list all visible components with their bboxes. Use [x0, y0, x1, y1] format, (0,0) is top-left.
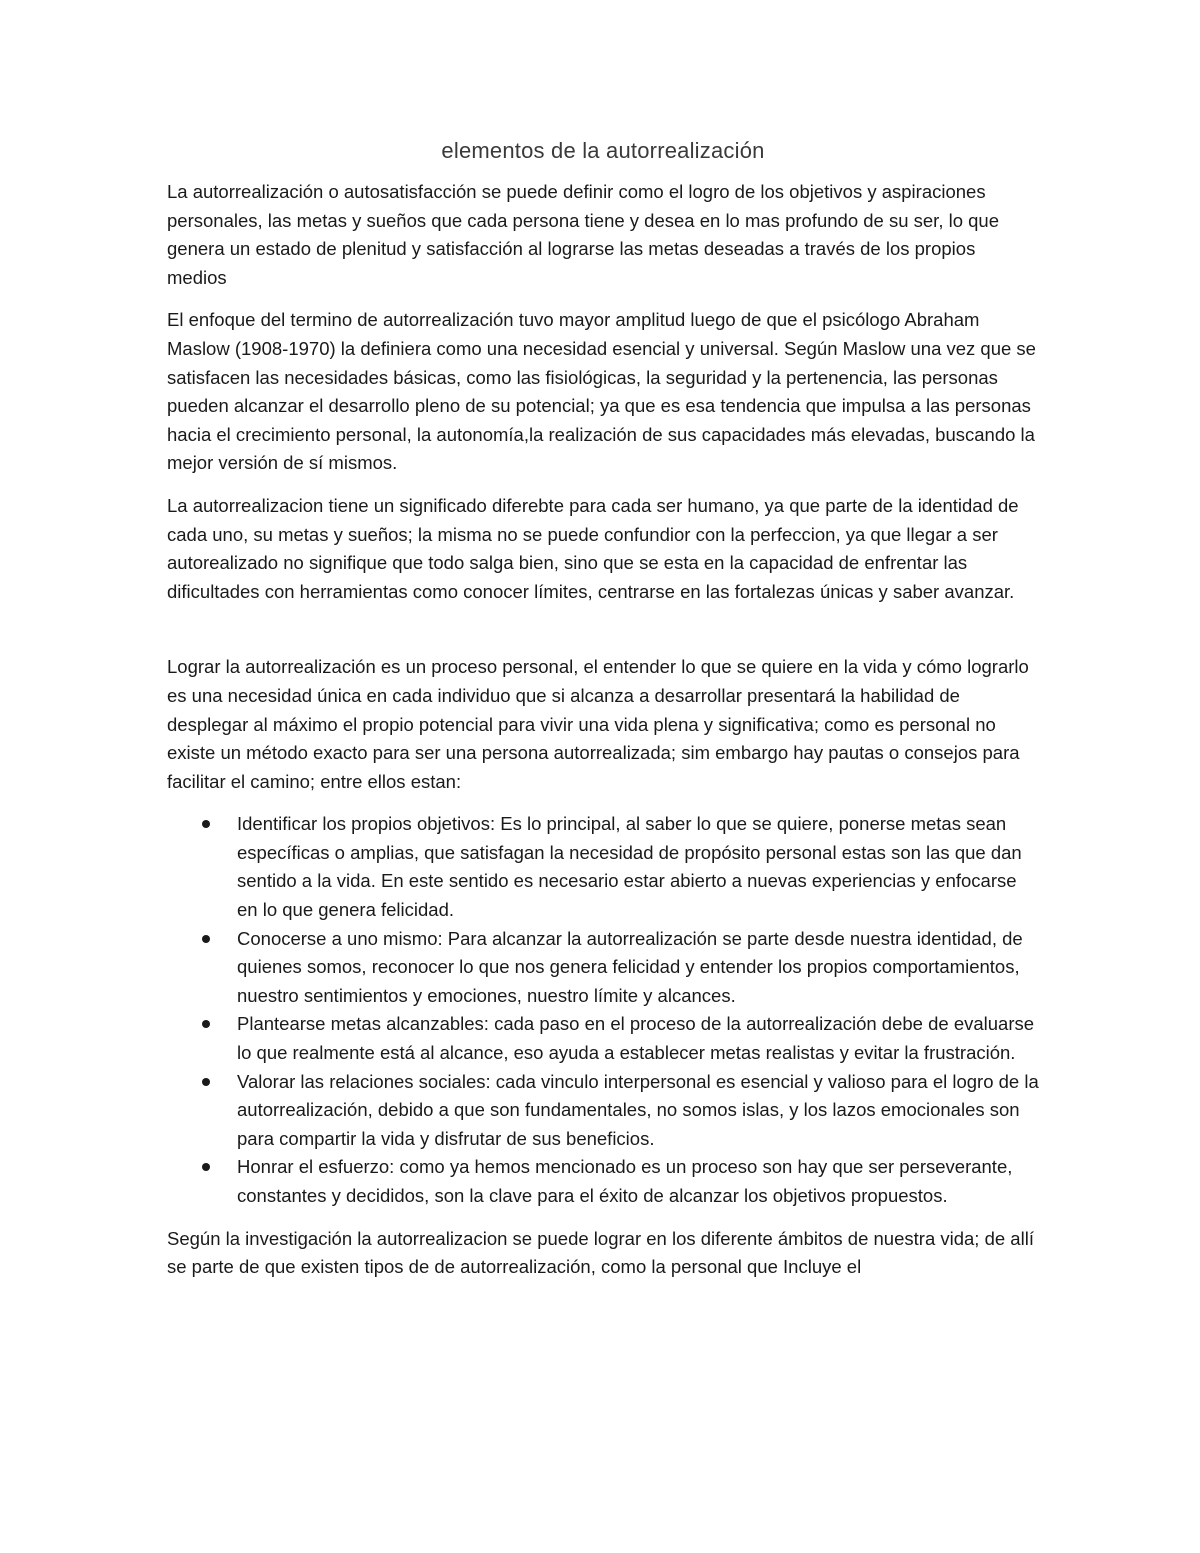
list-item — [167, 1153, 1039, 1210]
list-item-text: Plantearse metas alcanzables: cada paso en el proceso de la autorrealización debe de evaluarse lo que realmente está al alcance, eso ayuda a establecer metas realistas y evitar la frustración. — [237, 1013, 1035, 1064]
list-item-text: Conocerse a uno mismo: Para alcanzar la autorrealización se parte desde nuestra identidad, de quienes somos, reconocer lo que nos genera felicidad y entender los propios comportamientos, nuestro sentimientos y emociones, nuestro límite y alcances. — [237, 927, 1023, 1006]
bullet-icon — [202, 935, 210, 943]
bullet-icon — [202, 1020, 210, 1028]
document-body — [167, 134, 1039, 1296]
list-item — [167, 925, 1039, 1011]
paragraph-significado: La autorrealizacion tiene un significado diferebte para cada ser humano, ya que parte de la identidad de cada uno, su metas y sueños; la misma no se puede confundior con la perfeccion, ya que llegar a ser autorealizado no signifique que todo salga bien, sino que se esta en la capacidad de enfrentar las dificultades con herramientas como conocer límites, centrarse en las fortalezas únicas y saber avanzar. — [167, 494, 1019, 602]
list-item-text: Honrar el esfuerzo: como ya hemos mencionado es un proceso son hay que ser perseverante, constantes y decididos, son la clave para el éxito de alcanzar los objetivos propuestos. — [237, 1156, 1013, 1206]
list-item-text: Valorar las relaciones sociales: cada vinculo interpersonal es esencial y valioso para el logro de la autorrealización, debido a que son fundamentales, no somos islas, y los lazos emocionales son para compartir la vida y disfrutar de sus beneficios. — [237, 1070, 1039, 1149]
paragraph-maslow: El enfoque del termino de autorrealización tuvo mayor amplitud luego de que el psicólogo Abraham Maslow (1908-1970) la definiera como una necesidad esencial y universal. Según Maslow una vez que se satisfacen las necesidades básicas, como las fisiológicas, la seguridad y la pertenencia, las personas pueden alcanzar el desarrollo pleno de su potencial; ya que es esa tendencia que impulsa a las personas hacia el crecimiento personal, la autonomía,la realización de sus capacidades más elevadas, buscando la mejor versión de sí mismos. — [167, 309, 1036, 474]
blank-line — [167, 620, 1039, 653]
tips-list — [167, 810, 1039, 1210]
list-item — [167, 810, 1039, 924]
paragraph-lograr: Lograr la autorrealización es un proceso personal, el entender lo que se quiere en la vida y cómo lograrlo es una necesidad única en cada individuo que si alcanza a desarrollar presentará la habilidad de desplegar al máximo el propio potencial para vivir una vida plena y significativa; como es personal no existe un método exacto para ser una persona autorrealizada; sim embargo hay pautas o consejos para facilitar el camino; entre ellos estan: — [167, 656, 1029, 792]
paragraph-tipos: Según la investigación la autorrealizacion se puede lograr en los diferente ámbitos de nuestra vida; de allí se parte de que existen tipos de de autorrealización, como la personal que Incluye el — [167, 1227, 1034, 1278]
list-item — [167, 1010, 1039, 1067]
bullet-icon — [202, 1078, 210, 1086]
bullet-icon — [202, 1163, 210, 1171]
list-item — [167, 1068, 1039, 1154]
bullet-icon — [202, 820, 210, 828]
paragraph-definition: La autorrealización o autosatisfacción se puede definir como el logro de los objetivos y aspiraciones personales, las metas y sueños que cada persona tiene y desea en lo mas profundo de su ser, lo que genera un estado de plenitud y satisfacción al lograrse las metas deseadas a través de los propios medios — [167, 181, 1000, 288]
document-title: elementos de la autorrealización — [441, 138, 765, 163]
list-item-text: Identificar los propios objetivos: Es lo principal, al saber lo que se quiere, ponerse metas sean específicas o amplias, que satisfagan la necesidad de propósito personal estas son las que dan sentido a la vida. En este sentido es necesario estar abierto a nuevas experiencias y enfocarse en lo que genera felicidad. — [237, 813, 1022, 921]
